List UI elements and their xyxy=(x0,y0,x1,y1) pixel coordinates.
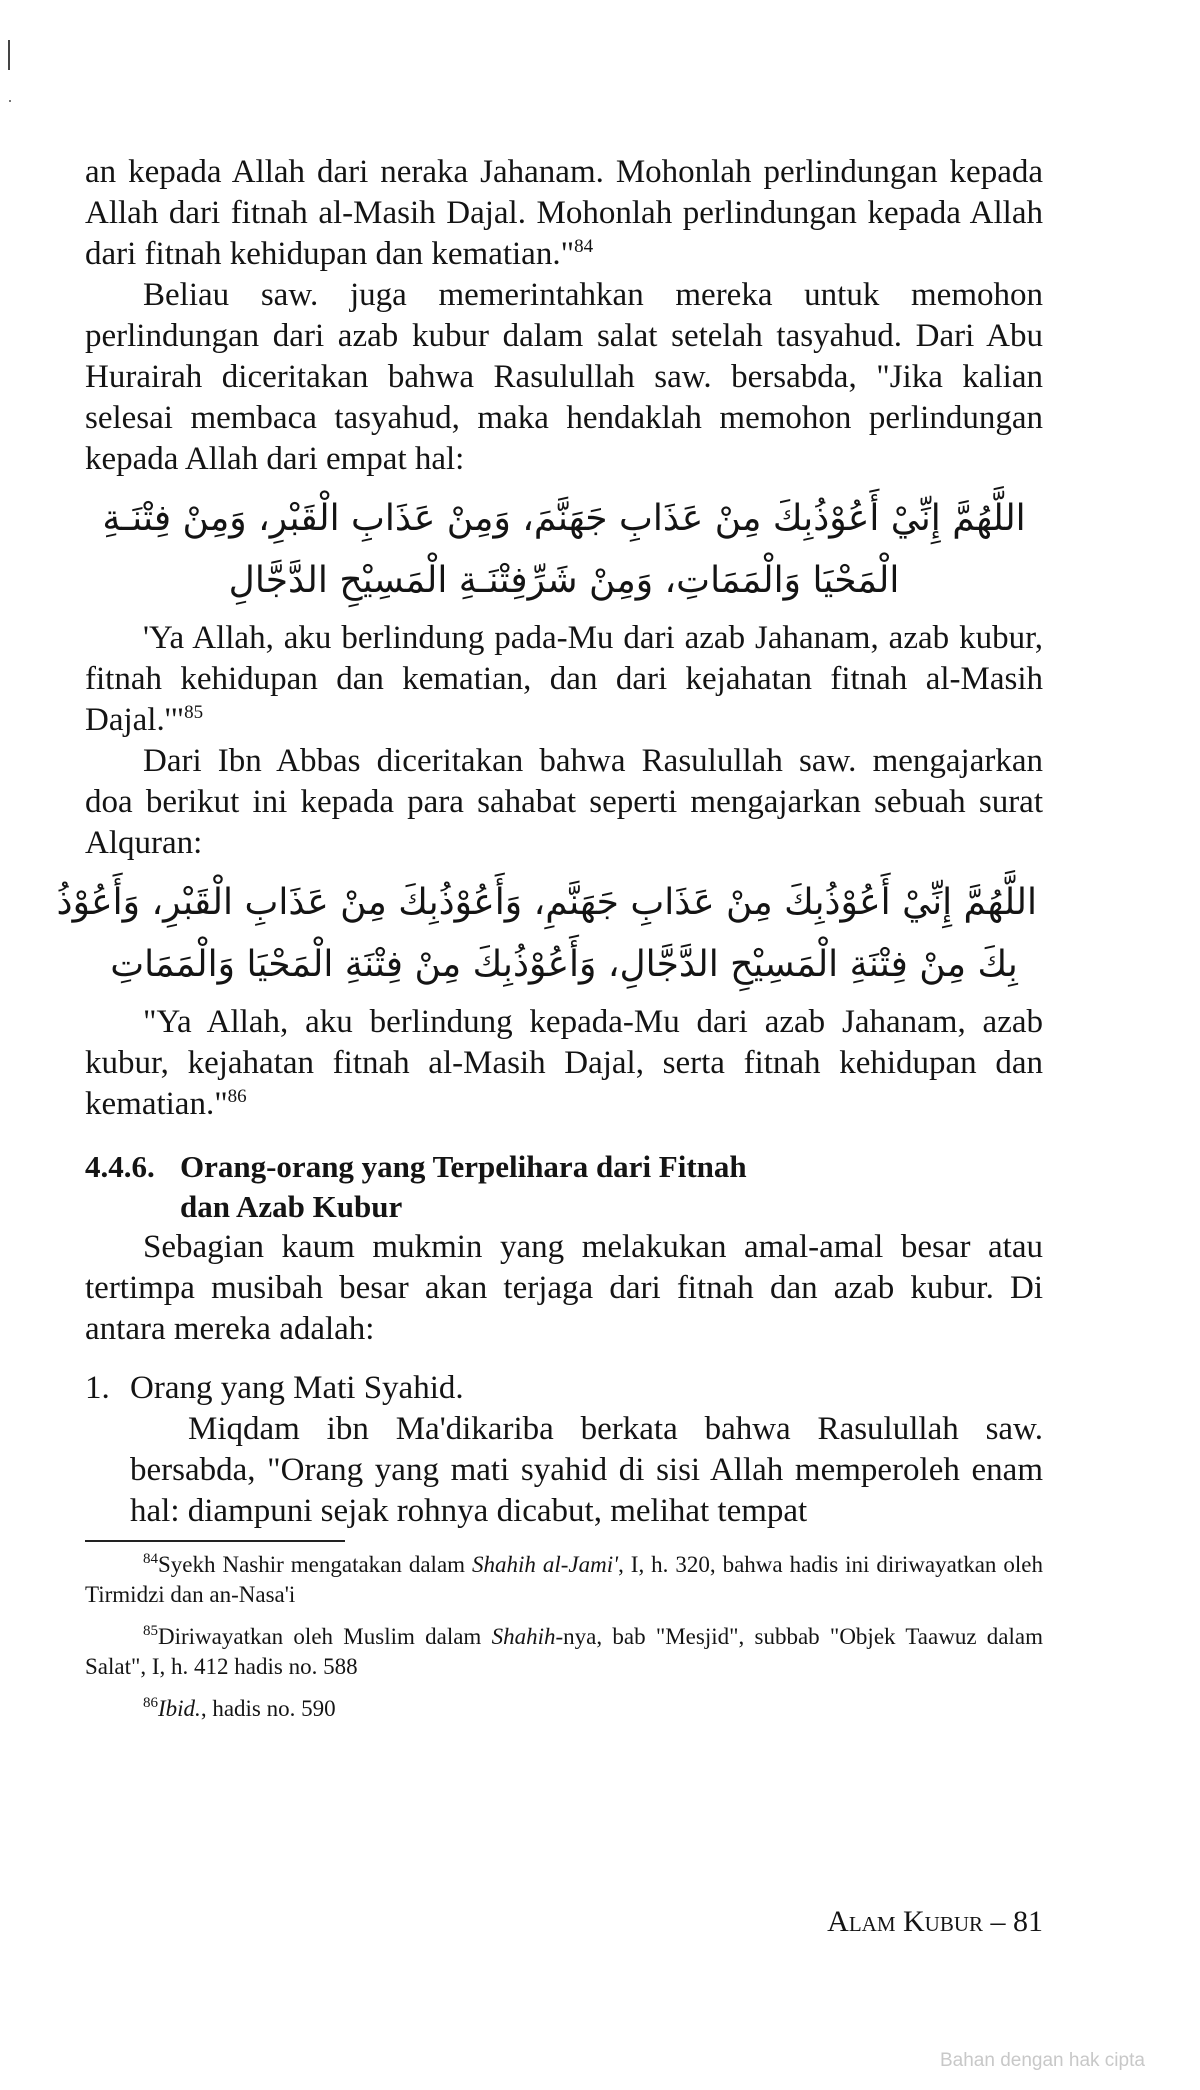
paragraph-6: Sebagian kaum mukmin yang melakukan amal-amal besar atau tertimpa musibah besar akan terjaga dari fitnah dan azab kubur. Di antara mereka adalah: xyxy=(85,1229,1043,1347)
page-edge-mark xyxy=(8,40,10,70)
paragraph-1-text: an kepada Allah dari neraka Jahanam. Mohonlah perlindungan kepada Allah dari fitnah al-Masih Dajal. Mohonlah perlindungan kepada Allah dari fitnah kehidupan dan kematian." xyxy=(85,154,1043,272)
footnote-85-number: 85 xyxy=(143,1623,158,1639)
list-item-number: 1. xyxy=(85,1370,110,1406)
footnote-86 xyxy=(85,1694,1043,1724)
section-title-line-1: Orang-orang yang Terpelihara dari Fitnah xyxy=(180,1149,747,1184)
footnote-ref-85: 85 xyxy=(184,702,204,723)
footnote-86-text-b: , hadis no. 590 xyxy=(200,1696,336,1721)
list-item-heading xyxy=(85,1368,1043,1409)
section-title-line-2: dan Azab Kubur xyxy=(180,1189,403,1224)
paragraph-1 xyxy=(85,152,1043,275)
footnote-85-text-b: -nya, bab "Mesjid", subbab "Objek Taawuz dalam Salat", I, h. 412 hadis no. 588 xyxy=(85,1624,1044,1679)
paragraph-7: Miqdam ibn Ma'dikariba berkata bahwa Rasulullah saw. bersabda, "Orang yang mati syahid di sisi Allah memperoleh enam hal: diampuni sejak rohnya dicabut, melihat tempat xyxy=(130,1411,1043,1529)
footnote-85-italic: Shahih xyxy=(491,1624,556,1649)
list-item xyxy=(85,1368,1043,1532)
list-item-body xyxy=(85,1409,1043,1532)
arabic-prayer-2 xyxy=(56,872,1037,996)
page-edge-dot xyxy=(9,100,11,102)
arabic-prayer-1 xyxy=(91,488,1037,612)
footnote-ref-86: 86 xyxy=(227,1086,247,1107)
footnote-ref-84: 84 xyxy=(574,236,594,257)
section-number: 4.4.6. xyxy=(85,1149,155,1184)
arabic-prayer-1-line-1: اللَّهُمَّ إِنِّيْ أَعُوْذُبِكَ مِنْ عَذَابِ جَهَنَّمَ، وَمِنْ عَذَابِ الْقَبْرِ، وَمِنْ فِتْنَـةِ xyxy=(102,498,1026,539)
section-heading xyxy=(85,1147,1043,1227)
running-footer: Alam Kubur – 81 xyxy=(827,1905,1043,1938)
footnote-84-number: 84 xyxy=(143,1551,158,1567)
arabic-prayer-2-line-1: اللَّهُمَّ إِنِّيْ أَعُوْذُبِكَ مِنْ عَذَابِ جَهَنَّمِ، وَأَعُوْذُبِكَ مِنْ عَذَابِ الْقَبْرِ، وَأَعُوْذُ xyxy=(56,882,1037,923)
paragraph-4: Dari Ibn Abbas diceritakan bahwa Rasulullah saw. mengajarkan doa berikut ini kepada para sahabat seperti mengajarkan sebuah surat Alquran: xyxy=(85,743,1043,861)
footnote-84 xyxy=(85,1550,1043,1610)
footnote-84-italic: Shahih al-Jami' xyxy=(472,1552,619,1577)
footnote-divider xyxy=(85,1540,345,1542)
paragraph-5-text: "Ya Allah, aku berlindung kepada-Mu dari azab Jahanam, azab kubur, kejahatan fitnah al-Masih Dajal, serta fitnah kehidupan dan kematian." xyxy=(85,1004,1043,1122)
arabic-prayer-2-line-2: بِكَ مِنْ فِتْنَةِ الْمَسِيْحِ الدَّجَّالِ، وَأَعُوْذُبِكَ مِنْ فِتْنَةِ الْمَحْيَا وَالْمَمَاتِ xyxy=(110,944,1018,985)
paragraph-2: Beliau saw. juga memerintahkan mereka untuk memohon perlindungan dari azab kubur dalam salat setelah tasyahud. Dari Abu Hurairah diceritakan bahwa Rasulullah saw. bersabda, "Jika kalian selesai membaca tasyahud, maka hendaklah memohon perlindungan kepada Allah dari empat hal: xyxy=(85,277,1043,477)
arabic-prayer-1-line-2: الْمَحْيَا وَالْمَمَاتِ، وَمِنْ شَرِّفِتْنَـةِ الْمَسِيْحِ الدَّجَّالِ xyxy=(228,560,900,601)
footnote-84-text-a: Syekh Nashir mengatakan dalam xyxy=(158,1552,473,1577)
footnote-85-text-a: Diriwayatkan oleh Muslim dalam xyxy=(158,1624,492,1649)
copyright-watermark: Bahan dengan hak cipta xyxy=(940,2050,1145,2071)
paragraph-5 xyxy=(85,1002,1043,1125)
paragraph-3 xyxy=(85,618,1043,741)
footnote-86-italic: Ibid. xyxy=(158,1696,201,1721)
list-item-title: Orang yang Mati Syahid. xyxy=(130,1370,464,1406)
footnote-84-text-b: , I, h. 320, bahwa hadis ini diriwayatkan oleh Tirmidzi dan an-Nasa'i xyxy=(85,1552,1043,1607)
page-content xyxy=(56,152,1044,1736)
paragraph-3-text: 'Ya Allah, aku berlindung pada-Mu dari azab Jahanam, azab kubur, fitnah kehidupan dan kematian, dan dari kejahatan fitnah al-Masih Dajal.'" xyxy=(85,620,1043,738)
footnote-85 xyxy=(85,1622,1043,1682)
footnote-86-number: 86 xyxy=(143,1695,158,1711)
